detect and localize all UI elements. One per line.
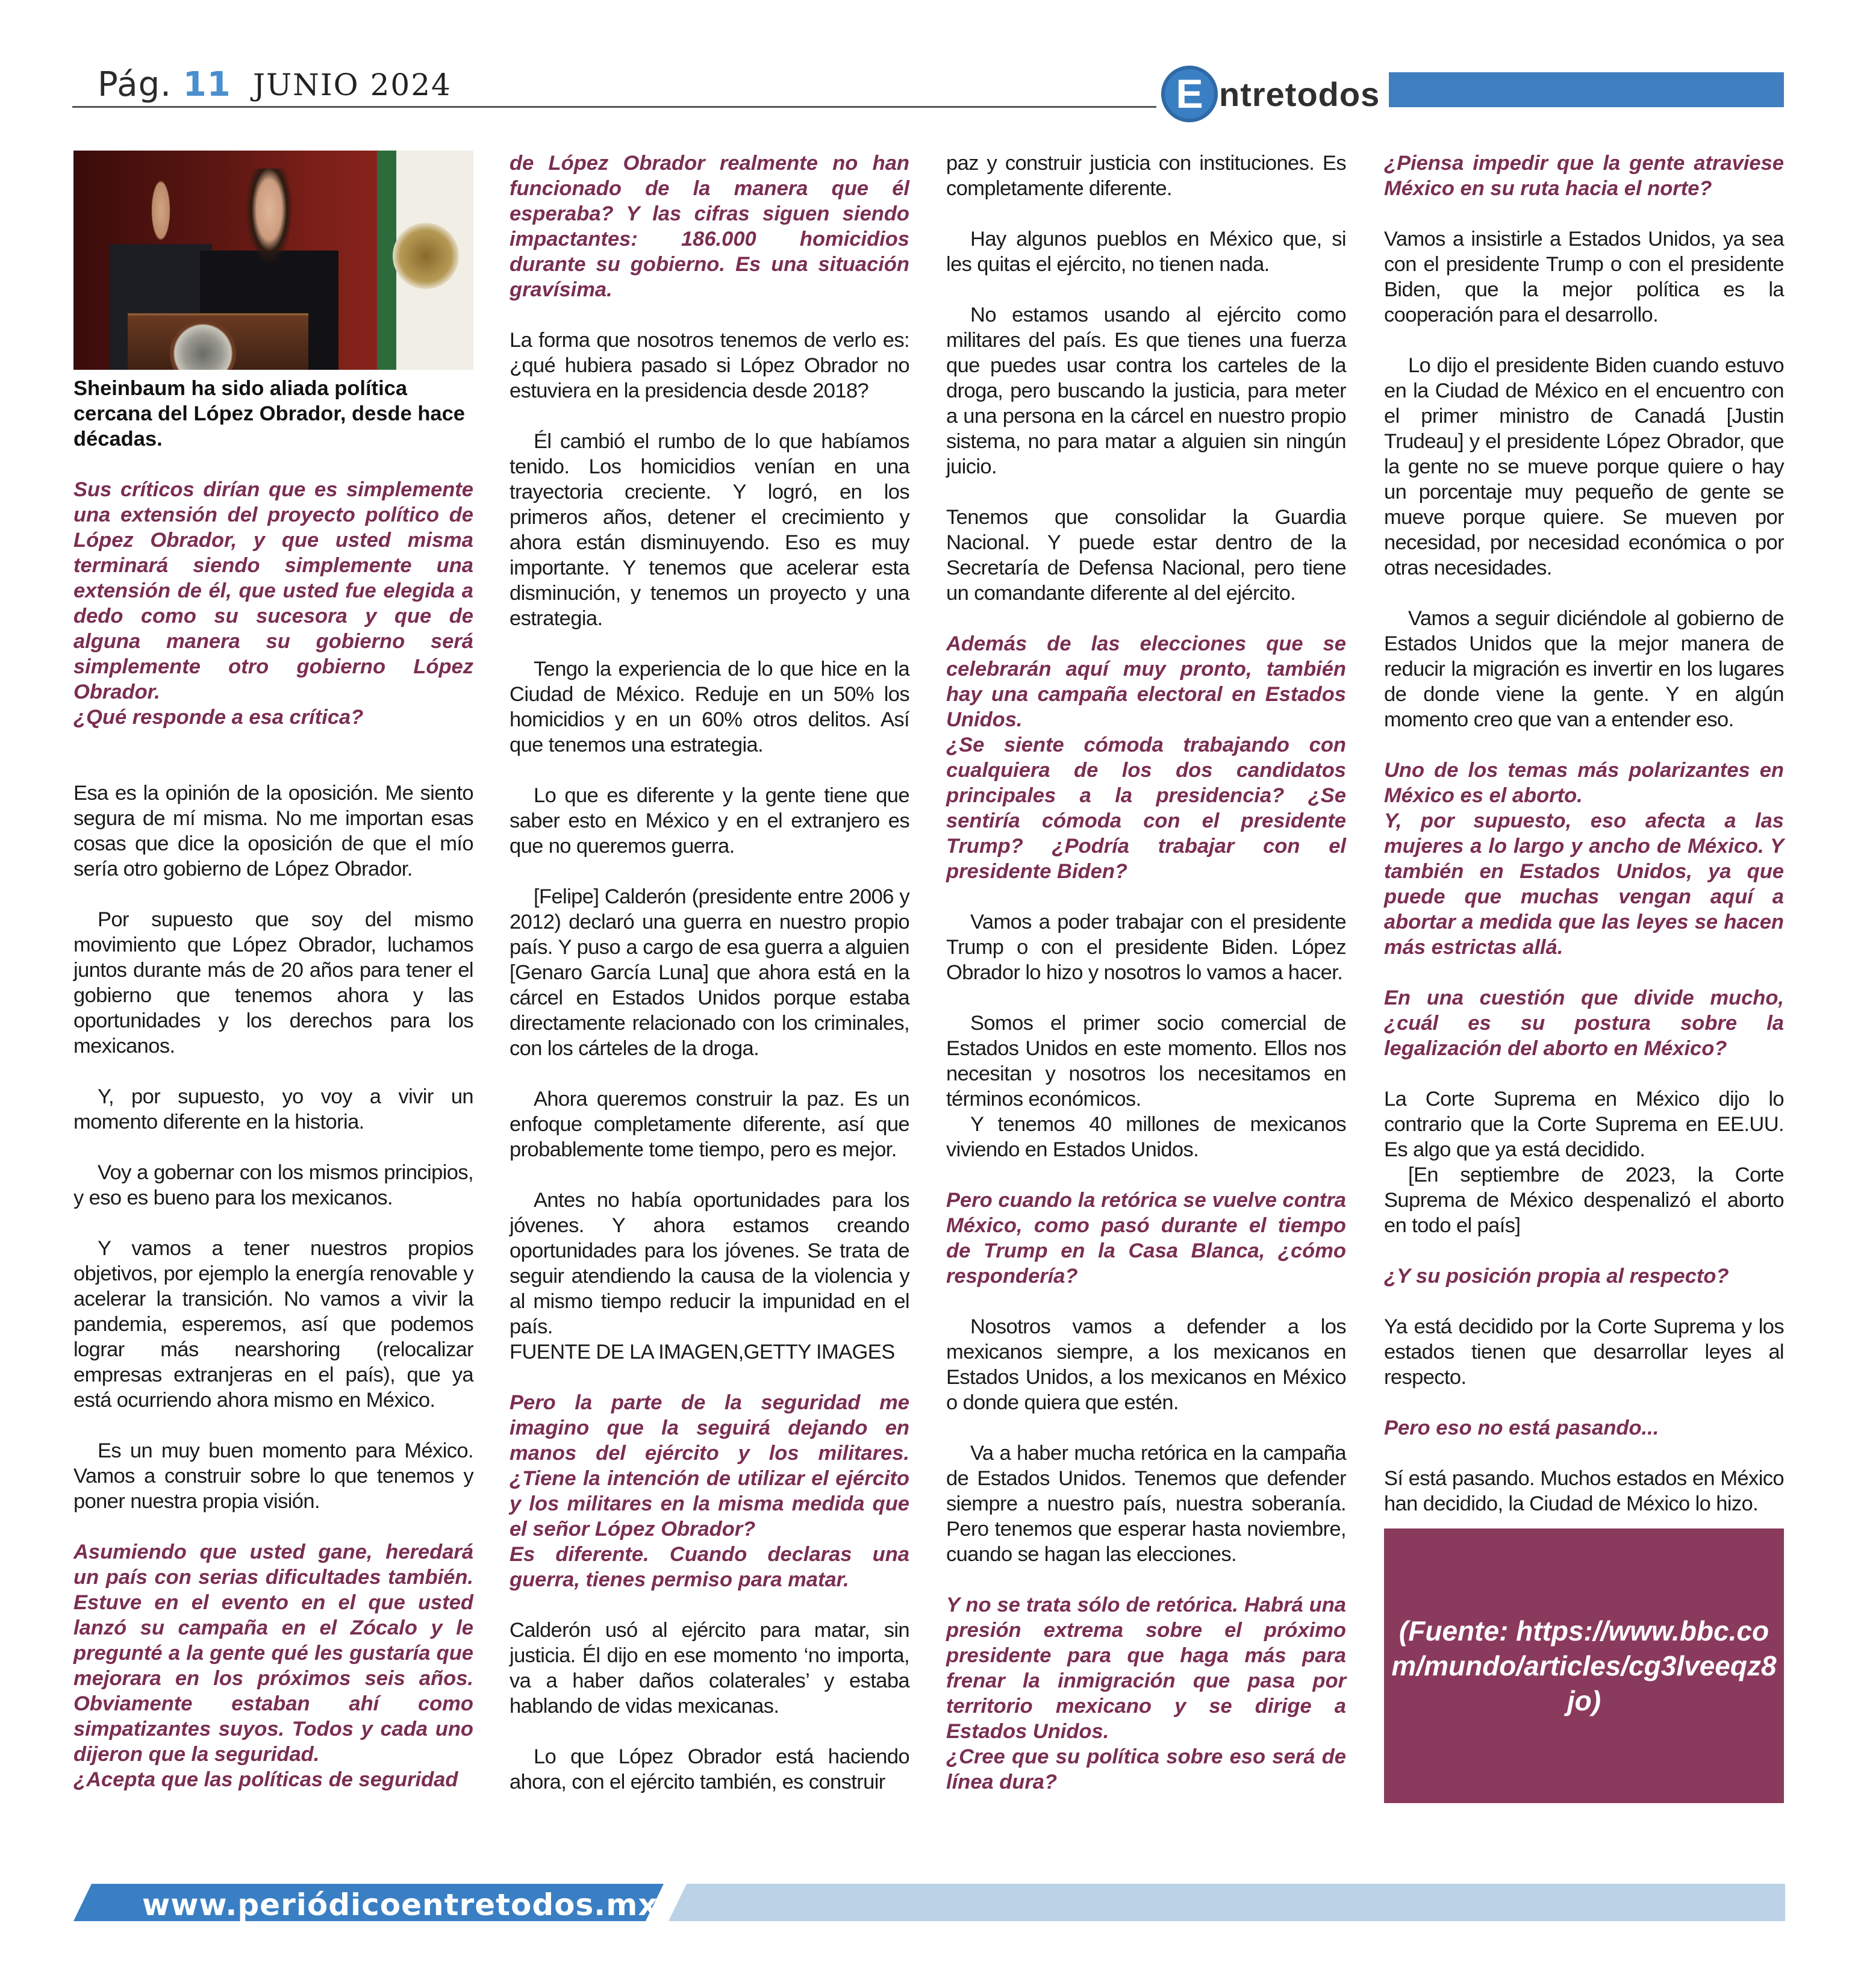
- question: Y, por supuesto, eso afecta a las mujeres a lo largo y ancho de México. Y también en Estados Unidos, ya que puede que muchas vengan aquí a abortar a medida que las leyes se hacen más estrictas allá.: [1384, 809, 1784, 959]
- entretodos-logo: [1161, 64, 1380, 124]
- answer-paragraph: Vamos a insistirle a Estados Unidos, ya sea con el presidente Trump o con el presidente Biden, que la mejor política es la cooperación para el desarrollo.: [1384, 228, 1784, 326]
- answer-paragraph: Va a haber mucha retórica en la campaña de Estados Unidos. Tenemos que defender siempre a nuestro país, nuestra soberanía. Pero tenemos que esperar hasta noviembre, cuando se hagan las elecciones.: [946, 1442, 1346, 1566]
- answer-paragraph: Hay algunos pueblos en México que, si les quitas el ejército, no tienen nada.: [946, 228, 1346, 276]
- question: Pero eso no está pasando...: [1384, 1416, 1659, 1439]
- question: Pero cuando la retórica se vuelve contra México, como pasó durante el tiempo de Trump en la Casa Blanca, ¿cómo respondería?: [946, 1189, 1346, 1288]
- answer-paragraph: [En septiembre de 2023, la Corte Suprema de México despenalizó el aborto en todo el país]: [1384, 1164, 1784, 1237]
- column-3: [946, 151, 1346, 1795]
- question: Es diferente. Cuando declaras una guerra, tienes permiso para matar.: [510, 1543, 909, 1591]
- answer-paragraph: Ahora queremos construir la paz. Es un enfoque completamente diferente, así que probablemente tome tiempo, pero es mejor.: [510, 1088, 909, 1161]
- column-1: [73, 151, 473, 1792]
- answer-paragraph: Él cambió el rumbo de lo que habíamos tenido. Los homicidios venían en una trayectoria creciente. Y logró, en los primeros años, detener el crecimiento y ahora están disminuyendo. Eso es muy importante. Y tenemos que acelerar esta disminución, y tenemos un proyecto y una estrategia.: [510, 430, 909, 630]
- answer-paragraph: Y vamos a tener nuestros propios objetivos, por ejemplo la energía renovable y acelerar la transición. No vamos a vivir la pandemia, esperemos, así que podemos lograr más nearshoring (relocalizar empresas extranjeras en el país), que ya está ocurriendo ahora mismo en México.: [73, 1237, 473, 1412]
- header-accent-bar: [1389, 72, 1784, 107]
- answer-paragraph: Tengo la experiencia de lo que hice en la Ciudad de México. Reduje en un 50% los homicidios y en un 60% otros delitos. Así que tenemos una estrategia.: [510, 658, 909, 756]
- question: Además de las elecciones que se celebrarán aquí muy pronto, también hay una campaña electoral en Estados Unidos.: [946, 632, 1346, 731]
- question: Asumiendo que usted gane, heredará un país con serias dificultades también. Estuve en el evento en el que usted lanzó su campaña en el Zócalo y le pregunté a la gente qué les gustaría que mejorara en los próximos seis años. Obviamente estaban ahí como simpatizantes suyos. Todos y cada uno dijeron que la seguridad.: [73, 1541, 473, 1766]
- question: Sus críticos dirían que es simplemente una extensión del proyecto político de López Obrador, y que usted misma terminará siendo simplemente una extensión de él, que usted fue elegida a dedo como su sucesora y que de alguna manera su gobierno será simplemente otro gobierno López Obrador.: [73, 478, 473, 703]
- question: Y no se trata sólo de retórica. Habrá una presión extrema sobre el próximo presidente para que haga más para frenar la inmigración que pasa por territorio mexicano y se dirige a Estados Unidos.: [946, 1594, 1346, 1743]
- logo-text: ntretodos: [1219, 75, 1380, 113]
- answer-paragraph: Y, por supuesto, yo voy a vivir un momento diferente en la historia.: [73, 1085, 473, 1133]
- page-footer: [0, 1884, 1855, 1926]
- footer-accent-bar: [669, 1884, 1785, 1921]
- question: ¿Cree que su política sobre eso será de línea dura?: [946, 1745, 1346, 1793]
- answer-paragraph: Antes no había oportunidades para los jóvenes. Y ahora estamos creando oportunidades para los jóvenes. Se trata de seguir atendiendo la causa de la violencia y al mismo tiempo reducir la impunidad en el país.: [510, 1189, 909, 1338]
- answer-paragraph: No estamos usando al ejército como militares del país. Es que tienes una fuerza que puedes usar contra los carteles de la droga, pero buscando la justicia, para meter a una persona en la cárcel en nuestro propio sistema, no para matar a alguien sin ningún juicio.: [946, 304, 1346, 478]
- answer-paragraph: Lo que López Obrador está haciendo ahora, con el ejército también, es construir: [510, 1745, 909, 1793]
- question: ¿Acepta que las políticas de seguridad: [73, 1768, 458, 1791]
- answer-paragraph: La Corte Suprema en México dijo lo contrario que la Corte Suprema en EE.UU. Es algo que ya está decidido.: [1384, 1088, 1784, 1161]
- question: ¿Se siente cómoda trabajando con cualquiera de los dos candidatos principales a la presidencia? ¿Se sentiría cómoda con el presidente Trump? ¿Podría trabajar con el presidente Biden?: [946, 734, 1346, 883]
- question: de López Obrador realmente no han funcionado de la manera que él esperaba? Y las cifras siguen siendo impactantes: 186.000 homicidios durante su gobierno. Es una situación gravísima.: [510, 152, 909, 301]
- answer-paragraph: Ya está decidido por la Corte Suprema y los estados tienen que desarrollar leyes al respecto.: [1384, 1315, 1784, 1389]
- page-label: [98, 65, 231, 104]
- photo-caption: Sheinbaum ha sido aliada política cercana del López Obrador, desde hace décadas.: [73, 377, 465, 450]
- page-prefix: Pág.: [98, 65, 172, 104]
- flag-crest: [393, 223, 459, 289]
- page-header: [0, 0, 1855, 145]
- answer-paragraph: Tenemos que consolidar la Guardia Nacional. Y puede estar dentro de la Secretaría de Defensa Nacional, pero tiene un comandante diferente al del ejército.: [946, 506, 1346, 605]
- question: ¿Qué responde a esa crítica?: [73, 706, 364, 729]
- question: ¿Piensa impedir que la gente atraviese México en su ruta hacia el norte?: [1384, 152, 1784, 200]
- answer-paragraph: Es un muy buen momento para México. Vamos a construir sobre lo que tenemos y poner nuestra propia visión.: [73, 1439, 473, 1513]
- article-photo: [73, 151, 473, 370]
- answer-paragraph: Por supuesto que soy del mismo movimiento que López Obrador, luchamos juntos durante más de 20 años para tener el gobierno que tenemos ahora y las oportunidades y los derechos para los mexicanos.: [73, 908, 473, 1058]
- answer-paragraph: Vamos a seguir diciéndole al gobierno de Estados Unidos que la mejor manera de reducir la migración es invertir en los lugares de donde viene la gente. Y en algún momento creo que van a entender eso.: [1384, 607, 1784, 731]
- answer-paragraph: Calderón usó al ejército para matar, sin justicia. Él dijo en ese momento ‘no importa, va a haber daños colaterales’ y estaba hablando de vidas mexicanas.: [510, 1619, 909, 1718]
- footer-url[interactable]: www.periódicoentretodos.mx: [142, 1887, 658, 1922]
- question: Pero la parte de la seguridad me imagino que la seguirá dejando en manos del ejército y los militares. ¿Tiene la intención de utilizar el ejército y los militares en la misma medida que el señor López Obrador?: [510, 1391, 909, 1541]
- answer-paragraph: Nosotros vamos a defender a los mexicanos siempre, a los mexicanos en Estados Unidos, a los mexicanos en México o donde quiera que estén.: [946, 1315, 1346, 1414]
- issue-date: JUNIO 2024: [253, 67, 452, 102]
- question: En una cuestión que divide mucho, ¿cuál es su postura sobre la legalización del aborto en México?: [1384, 986, 1784, 1060]
- logo-letter: E: [1161, 66, 1218, 122]
- answer-paragraph: La forma que nosotros tenemos de verlo es: ¿qué hubiera pasado si López Obrador no estuviera en la presidencia desde 2018?: [510, 329, 909, 402]
- answer-paragraph: Sí está pasando. Muchos estados en México han decidido, la Ciudad de México lo hizo.: [1384, 1467, 1784, 1515]
- image-credit: FUENTE DE LA IMAGEN,GETTY IMAGES: [510, 1341, 895, 1363]
- answer-paragraph: Esa es la opinión de la oposición. Me siento segura de mí misma. No me importan esas cosas que dice la oposición de que el mío sería otro gobierno de López Obrador.: [73, 782, 473, 880]
- answer-paragraph: Somos el primer socio comercial de Estados Unidos en este momento. Ellos nos necesitan y nosotros los necesitamos en términos económicos.: [946, 1012, 1346, 1111]
- column-2: [510, 151, 909, 1795]
- question: ¿Y su posición propia al respecto?: [1384, 1265, 1729, 1288]
- question: Uno de los temas más polarizantes en México es el aborto.: [1384, 759, 1784, 807]
- answer-paragraph: Lo que es diferente y la gente tiene que saber esto en México y en el extranjero es que no queremos guerra.: [510, 784, 909, 858]
- source-text: (Fuente: https://www.bbc.com/mundo/articles/cg3lveeqz8jo): [1391, 1615, 1777, 1716]
- answer-paragraph: paz y construir justicia con instituciones. Es completamente diferente.: [946, 152, 1346, 200]
- answer-paragraph: Voy a gobernar con los mismos principios, y eso es bueno para los mexicanos.: [73, 1161, 473, 1209]
- answer-paragraph: [Felipe] Calderón (presidente entre 2006 y 2012) declaró una guerra en nuestro propio país. Y puso a cargo de esa guerra a alguien [Genaro García Luna] que ahora está en la cárcel en Estados Unidos porque estaba directamente relacionado con los criminales, con los cárteles de la droga.: [510, 885, 909, 1060]
- page-number: 11: [182, 65, 231, 104]
- source-box: [1384, 1528, 1784, 1803]
- answer-paragraph: Y tenemos 40 millones de mexicanos viviendo en Estados Unidos.: [946, 1113, 1346, 1161]
- column-4: [1384, 151, 1784, 1803]
- header-rule: [72, 106, 1156, 108]
- answer-paragraph: Lo dijo el presidente Biden cuando estuvo en la Ciudad de México en el encuentro con el primer ministro de Canadá [Justin Trudeau] y el presidente López Obrador, que la gente no se mueve porque quiere o hay un porcentaje muy pequeño de gente se mueve porque quiere. Se mueven por necesidad, por necesidad económica o por otras necesidades.: [1384, 354, 1784, 579]
- answer-paragraph: Vamos a poder trabajar con el presidente Trump o con el presidente Biden. López Obrador lo hizo y nosotros lo vamos a hacer.: [946, 911, 1346, 984]
